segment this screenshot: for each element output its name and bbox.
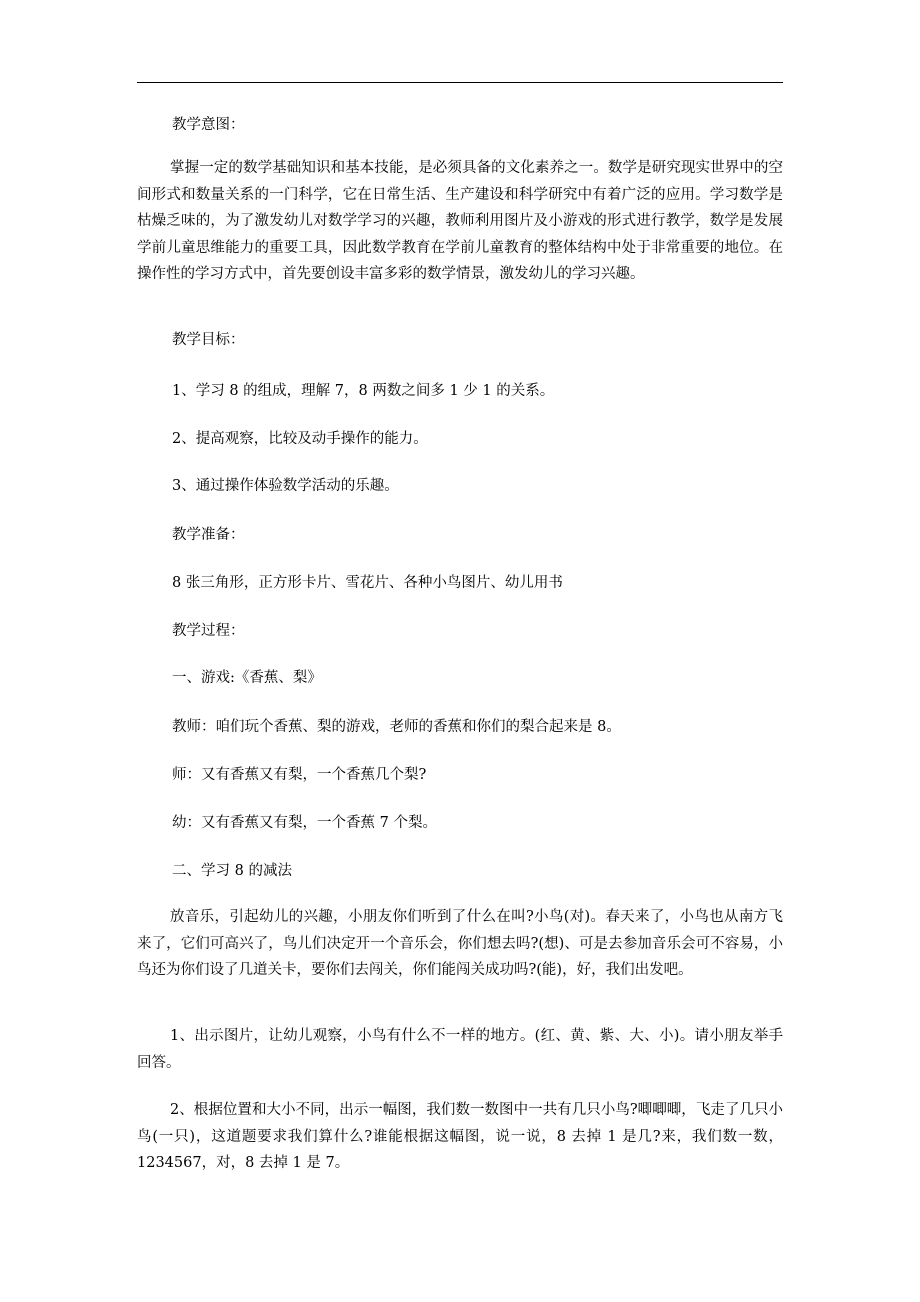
goal-item-2: 2、提高观察，比较及动手操作的能力。 — [172, 431, 428, 447]
section-2-paragraph-1: 放音乐，引起幼儿的兴趣，小朋友你们听到了什么在叫?小鸟(对)。春天来了，小鸟也从南方飞来了，它们可高兴了，鸟儿们决定开一个音乐会，你们想去吗?(想)、可是去参加音乐会可不容易，小鸟还为你们设了几道关卡，要你们去闯关，你们能闯关成功吗?(能)，好，我们出发吧。 — [137, 909, 783, 978]
section-1-line-3: 幼：又有香蕉又有梨，一个香蕉 7 个梨。 — [172, 815, 437, 831]
section-1-line-2: 师：又有香蕉又有梨，一个香蕉几个梨? — [172, 767, 427, 783]
section-2-title: 二、学习 8 的减法 — [172, 863, 292, 879]
section-2-paragraph-3: 2、根据位置和大小不同，出示一幅图，我们数一数图中一共有几只小鸟?唧唧唧，飞走了几只小鸟(一只)，这道题要求我们算什么?谁能根据这幅图，说一说，8 去掉 1 是几?来，我们数一数，1234567，对，8 去掉 1 是 7。 — [137, 1102, 783, 1171]
section-1-line-1: 教师：咱们玩个香蕉、梨的游戏，老师的香蕉和你们的梨合起来是 8。 — [172, 719, 621, 735]
goal-item-1: 1、学习 8 的组成，理解 7，8 两数之间多 1 少 1 的关系。 — [172, 383, 555, 399]
section-2-paragraph-2: 1、出示图片，让幼儿观察，小鸟有什么不一样的地方。(红、黄、紫、大、小)。请小朋友举手回答。 — [137, 1028, 783, 1071]
intent-paragraph: 掌握一定的数学基础知识和基本技能，是必须具备的文化素养之一。数学是研究现实世界中的空间形式和数量关系的一门科学，它在日常生活、生产建设和科学研究中有着广泛的应用。学习数学是枯燥乏味的，为了激发幼儿对数学学习的兴趣，教师利用图片及小游戏的形式进行教学，数学是发展学前儿童思维能力的重要工具，因此数学教育在学前儿童教育的整体结构中处于非常重要的地位。在操作性的学习方式中，首先要创设丰富多彩的数学情景，激发幼儿的学习兴趣。 — [137, 160, 783, 282]
prep-body: 8 张三角形，正方形卡片、雪花片、各种小鸟图片、幼儿用书 — [172, 575, 563, 591]
header-rule — [137, 82, 783, 83]
goals-heading: 教学目标： — [172, 332, 245, 348]
prep-heading: 教学准备： — [172, 527, 245, 543]
process-heading: 教学过程： — [172, 623, 245, 639]
intent-heading: 教学意图： — [172, 117, 245, 133]
section-1-title: 一、游戏:《香蕉、梨》 — [172, 670, 322, 686]
goal-item-3: 3、通过操作体验数学活动的乐趣。 — [172, 478, 399, 494]
